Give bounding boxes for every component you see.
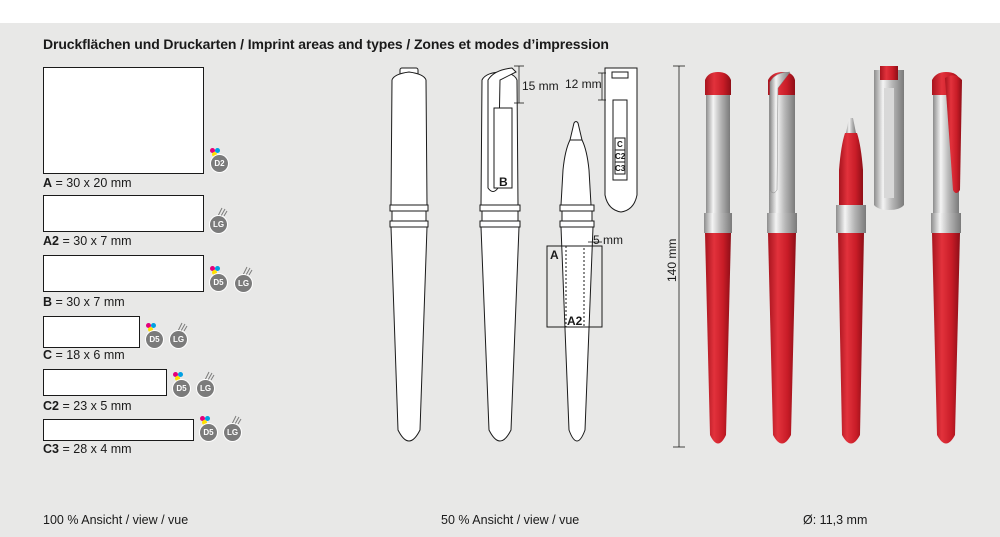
area-size: = 30 x 7 mm (62, 234, 132, 248)
drawing-label-c2: C2 (615, 152, 626, 161)
badge-d5: D5 (200, 424, 217, 441)
pen-render-open (836, 118, 866, 444)
pen-render-front (704, 72, 732, 444)
dimension-5mm: 5 mm (593, 233, 623, 247)
area-size: = 30 x 20 mm (55, 176, 132, 190)
badge-d5: D5 (146, 331, 163, 348)
area-letter: B (43, 295, 53, 309)
drawing-label-b: B (499, 175, 508, 189)
footer-view-50: 50 % Ansicht / view / vue (441, 513, 580, 527)
badge-lg: LG (224, 424, 241, 441)
drawing-label-a: A (550, 248, 559, 262)
drawing-label-c3: C3 (615, 164, 626, 173)
footer-view-100: 100 % Ansicht / view / vue (43, 513, 189, 527)
footer-diameter: Ø: 11,3 mm (803, 513, 868, 527)
dimension-12mm: 12 mm (565, 77, 602, 91)
page-title: Druckflächen und Druckarten / Imprint areas and types / Zones et modes d’impression (43, 36, 609, 52)
badge-lg: LG (210, 216, 227, 233)
badge-d5: D5 (173, 380, 190, 397)
area-letter: A (43, 176, 53, 190)
area-letter: C (43, 348, 53, 362)
cap-render (874, 66, 904, 210)
badge-d2: D2 (211, 155, 228, 172)
area-size: = 23 x 5 mm (62, 399, 132, 413)
drawing-label-c: C (617, 140, 623, 149)
badge-lg: LG (170, 331, 187, 348)
badge-lg: LG (197, 380, 214, 397)
badge-lg: LG (235, 275, 252, 292)
drawing-label-a2: A2 (567, 314, 583, 328)
area-size: = 28 x 4 mm (62, 442, 132, 456)
dimension-15mm: 15 mm (522, 79, 559, 93)
area-letter: C2 (43, 399, 59, 413)
pen-render-back (931, 72, 962, 444)
badge-d5: D5 (210, 274, 227, 291)
area-letter: A2 (43, 234, 59, 248)
dimension-140mm: 140 mm (665, 238, 679, 282)
area-letter: C3 (43, 442, 59, 456)
pen-render-side (767, 72, 797, 444)
area-size: = 18 x 6 mm (55, 348, 125, 362)
area-size: = 30 x 7 mm (55, 295, 125, 309)
